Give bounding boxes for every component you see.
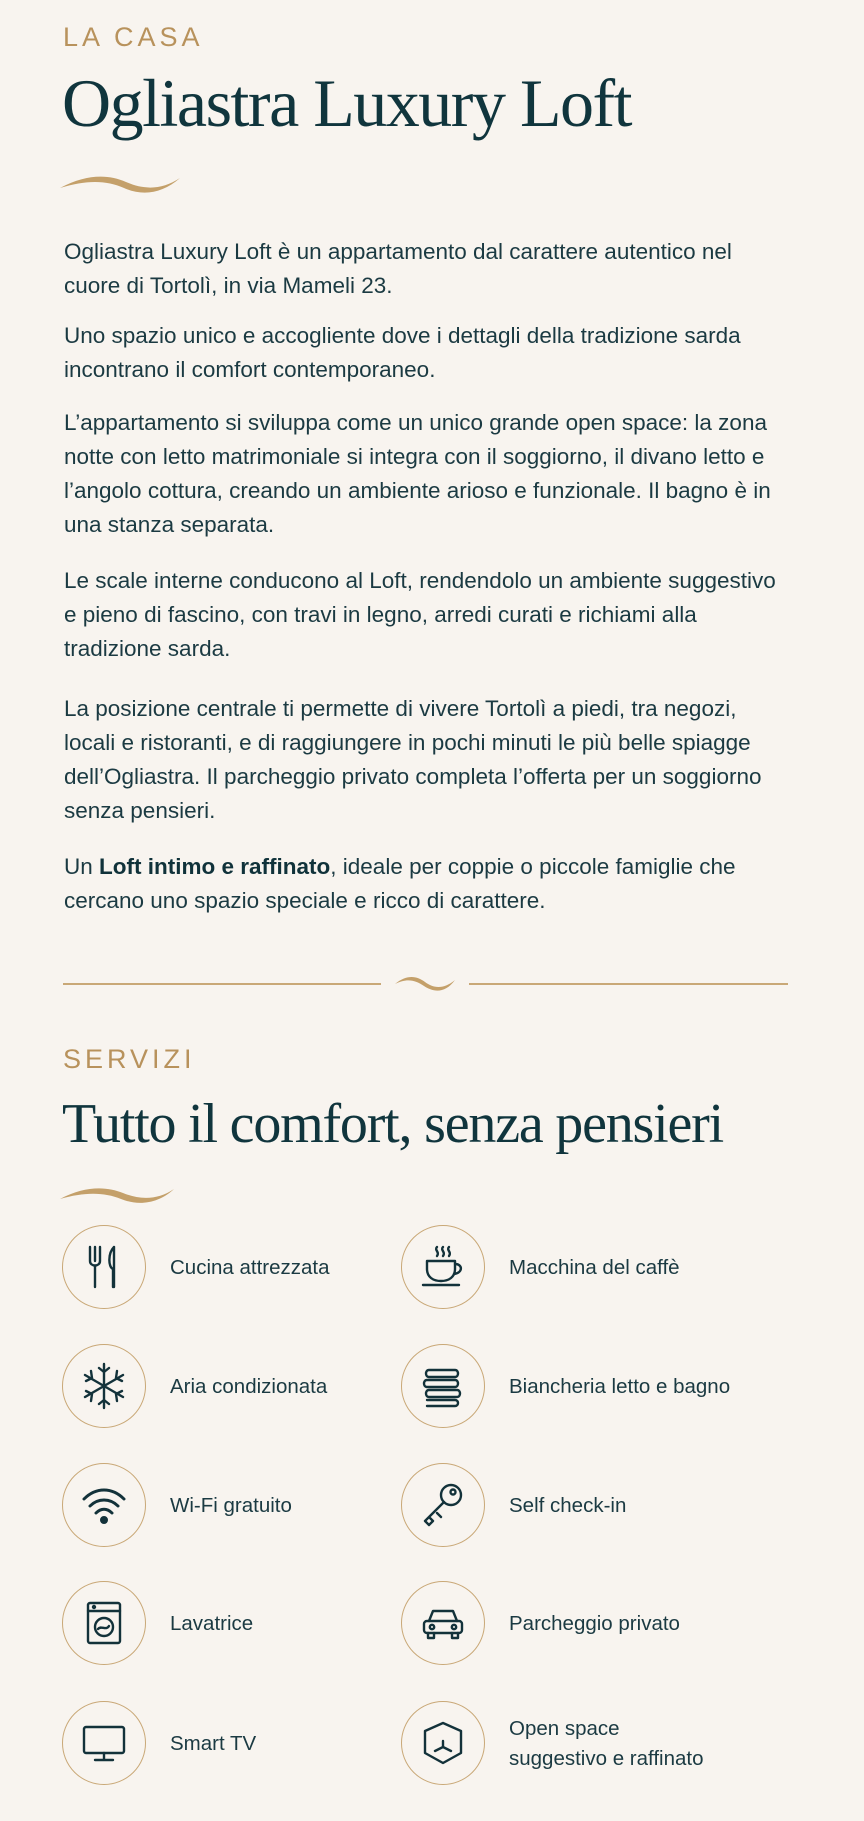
service-icon-circle	[62, 1344, 146, 1428]
service-label: Smart TV	[170, 1732, 257, 1755]
servizi-title: Tutto il comfort, senza pensieri	[62, 1093, 723, 1155]
service-label: Biancheria letto e bagno	[509, 1375, 731, 1398]
towels-icon	[417, 1360, 469, 1412]
service-icon-circle	[401, 1344, 485, 1428]
car-icon	[417, 1597, 469, 1649]
divider-line-left	[63, 983, 381, 985]
servizi-wave-ornament	[58, 1180, 178, 1208]
service-label: Open space suggestivo e raffinato	[509, 1717, 704, 1770]
service-icon-circle	[401, 1581, 485, 1665]
summary-highlight: intimo e raffinato	[147, 854, 331, 879]
service-icon-circle	[62, 1581, 146, 1665]
paragraph-tradition: Uno spazio unico e accogliente dove i dettagli della tradizione sarda incontrano il comfort contemporaneo.	[64, 323, 741, 382]
paragraph-location: La posizione centrale ti permette di vivere Tortolì a piedi, tra negozi, locali e ristoranti, e di raggiungere in pochi minuti le più belle spiagge dell’Ogliastra. Il parcheggio privato completa l’offerta per un soggiorno senza pensieri.	[64, 696, 762, 823]
service-icon-circle	[62, 1701, 146, 1785]
summary-text-end: , ideale per coppie o piccole famiglie che cercano uno spazio speciale e ricco di carattere.	[64, 854, 736, 913]
service-item	[401, 1344, 781, 1434]
service-label: Lavatrice	[170, 1612, 254, 1635]
service-item	[62, 1225, 442, 1315]
service-icon-circle	[401, 1701, 485, 1785]
wave-ornament	[58, 168, 184, 198]
service-icon-circle	[62, 1463, 146, 1547]
summary-text-start: Un	[64, 854, 100, 879]
service-icon-circle	[401, 1463, 485, 1547]
service-label: Aria condizionata	[170, 1375, 328, 1398]
servizi-eyebrow: SERVIZI	[63, 1044, 196, 1074]
tv-icon	[78, 1717, 130, 1769]
casa-title: Ogliastra Luxury Loft	[62, 65, 632, 141]
service-icon-circle	[62, 1225, 146, 1309]
service-item	[401, 1463, 781, 1553]
service-icon-circle	[401, 1225, 485, 1309]
service-item	[62, 1701, 442, 1791]
casa-eyebrow: LA CASA	[63, 22, 204, 52]
service-label: Wi-Fi gratuito	[170, 1494, 292, 1517]
section-divider	[63, 968, 788, 998]
paragraph-stairs: Le scale interne conducono al Loft, rendendolo un ambiente suggestivo e pieno di fascino, con travi in legno, arredi curati e richiami alla tradizione sarda.	[64, 568, 776, 661]
service-label: Macchina del caffè	[509, 1256, 680, 1279]
wifi-icon	[78, 1479, 130, 1531]
fork-knife-icon	[78, 1241, 130, 1293]
coffee-cup-icon	[417, 1241, 469, 1293]
service-item	[62, 1463, 442, 1553]
summary-loft: Loft	[99, 854, 142, 879]
paragraph-intro: Ogliastra Luxury Loft è un appartamento dal carattere autentico nel cuore di Tortolì, in via Mameli 23.	[64, 239, 732, 298]
service-item	[401, 1581, 781, 1671]
divider-wave-ornament	[393, 972, 457, 994]
snowflake-icon	[78, 1360, 130, 1412]
paragraph-open-space: L’appartamento si sviluppa come un unico grande open space: la zona notte con letto matrimoniale si integra con il soggiorno, il divano letto e l’angolo cottura, creando un ambiente arioso e funzionale. Il bagno è in una stanza separata.	[64, 410, 771, 537]
key-icon	[417, 1479, 469, 1531]
service-item	[62, 1581, 442, 1671]
washing-machine-icon	[78, 1597, 130, 1649]
service-item	[401, 1701, 781, 1791]
divider-line-right	[469, 983, 788, 985]
service-item	[401, 1225, 781, 1315]
service-label: Parcheggio privato	[509, 1612, 680, 1635]
service-label: Cucina attrezzata	[170, 1256, 330, 1279]
open-space-icon	[417, 1717, 469, 1769]
service-item	[62, 1344, 442, 1434]
service-label: Self check-in	[509, 1494, 627, 1517]
paragraph-summary	[64, 850, 784, 918]
